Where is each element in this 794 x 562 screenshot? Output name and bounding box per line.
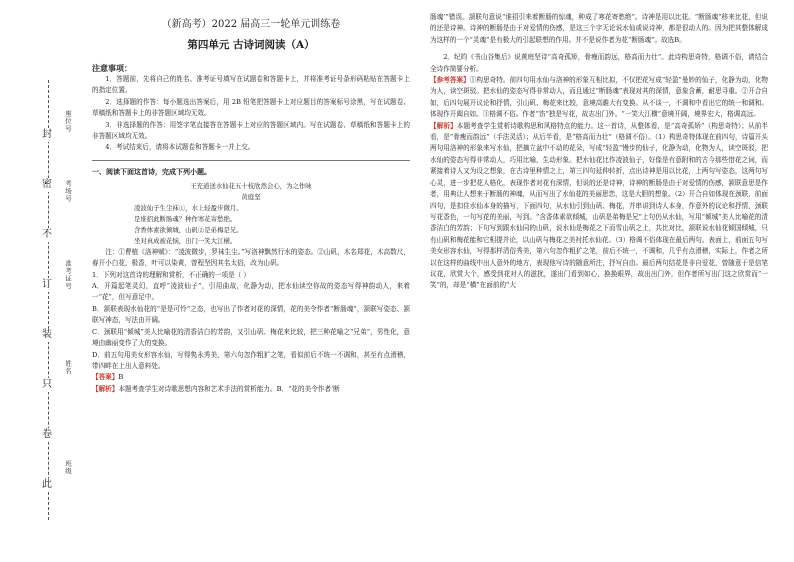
unit-title: 第四单元 古诗词阅读（A）	[187, 39, 315, 51]
question-2-stem: 2．纪昀《书山谷集后》说黄庭坚诗“高奇孤矫，骨瘦而韵远，格高而力壮”。此诗构思奇特，格调不俗，请结合全诗作简要分析。	[430, 53, 768, 73]
poem-line: 含香体素欲倾城，山矾②是弟梅是兄。	[134, 225, 243, 234]
admission-number-field: 准考证号	[64, 260, 72, 290]
option-d: D．前五句用美女形容水仙，写得隽永秀美，第六句忽作粗犷之笔，看似前后不统一不调和，甚至有点滑稽，带四畔在上出人意料处。	[92, 350, 410, 370]
answer-label: 【答案】	[92, 373, 119, 382]
seat-number-field: 座位号	[64, 110, 72, 133]
binding-strip	[12, 60, 82, 540]
notice-item: 1．答题前，先将自己的姓名、准考证号填写在试题卷和答题卡上，并将准考证号条形码粘贴在答题卡上的指定位置。	[92, 75, 410, 95]
answer-1	[92, 372, 410, 383]
seal-char: 卷	[42, 429, 52, 440]
left-column	[92, 18, 410, 548]
option-a: A．开篇起笔灵幻，直呼“凌波仙子”，引用曲故，化静为动，把水仙读空你故的姿态写得神韵动人，来着一“花”，但写意足中。	[92, 282, 410, 302]
notice-item: 3．非选择题的作答：用签字笔直接答在答题卡上对应的答题区域内。写在试题卷、草稿纸和答题卡上的非答题区域均无效。	[92, 120, 410, 141]
exam-title: （新高考）2022 届高三一轮单元训练卷	[161, 19, 341, 30]
analysis-text: 本题考查学生对诗歌思想内容和艺术手法的赏析能力。B．“花的美令作者‘断	[118, 384, 340, 393]
reference-answer-label: 【参考答案】	[430, 76, 470, 85]
seal-char: 密	[42, 179, 52, 190]
notice-heading: 注意事项：	[92, 63, 132, 73]
option-c: C．颈联用“倾城”美人比喻花的清香洁白的芳韵，又引山矾、梅花来比较，把三种花喻之“兄弟”，男性化，意境由幽丽变作了大的变换。	[92, 327, 410, 348]
question-1-stem: 1．下列对这首诗的理解和赏析，不正确的一项是（ ）	[92, 270, 250, 279]
analysis-label: 【解析】	[92, 384, 119, 393]
seal-line	[48, 80, 49, 520]
analysis-1-continued: 肠魂’”错误。颔联句意说“谁招引来着断肠的惊魂，种成了寒花寄愁绝”。诗神是用以比花。“断肠魂”移来比花，但说的还是诗神。诗神的断肠是由于对爱情的伤感，是这三个字无论说水仙或说诗神，都是很动人的。因为把其整体解成为这样的一个“灵魂”是有极大的引起联想的作用。并不是说作者为花“断肠魂”。故选B。	[430, 13, 768, 44]
notice-item: 2．选择题的作答：每小题选出答案后，用 2B 铅笔把答题卡上对应题目的答案标号涂黑，写在试题卷、草稿纸和答题卡上的非答题区域均无效。	[92, 97, 410, 118]
seal-char: 此	[42, 479, 52, 490]
analysis-2-text: 本题考查学生赏析诗歌构思和风格特点的能力。这一首诗，从整体看，是“高奇孤矫”（构思奇特）；从前半看，是“骨瘦而韵远”（手法灵活）；从后半看，是“格高而力壮”（格调不俗）。（1）构思奇特体现在前四句，诗篇开头两句用洛神的形象来写水仙，把摘立盆中不动的花朵，写成“轻盈”慢步的仙子，化静为动，化物为人，读空斑驳，把水仙的姿态写得非常动人，巧用比喻，生动形象。把水仙花比作凌波仙子，好像是有意附和的古今那些惜花之词，而紧接着诗人又为设之想象，在古诗里种情之上，第三四句延伸转折，点出诗神是用以比花，上两句写姿态，这两句写心灵，进一步把花人格化，表现作者对花有深情，但说的还是诗神，诗神的断肠是由于对爱情的伤感，颔联意思是作者，用典让人想来于断肠的神魂，从而写出了水仙花的美丽思恋，这是大胆的想象。（2）开合自如体现在颈联，前面四句，是扣住水仙本身的描写，下面四句，从水仙引到山矾、梅花，并串讲到诗人本身，作意外的议论和抒情，颈联写花香色，一句写花的美丽，写到。“含香体素欲倾城，山矾是弟梅是兄”上句仍从水仙，写用“倾城”美人比喻花的清香洁白的芳韵；下句写到跟水仙同的山矾，说水仙是梅花之下而雪山矾之上，共比对比，颔联说水仙花倾国倾城，只有山矾和梅花能和它相提并论，以山矾与梅花之美衬托水仙花。（3）格调不俗体现在最后两句。表面上，前面五句写美女形容水仙，写得那样清俗秀美，第六句忽作粗犷之笔，前后不统一，不调和，几乎有点滑稽，实际上，作者之所以在这样的曲线中出人意外的地方，表现他写诗的随意所注，抒写自由。最后两句结花是非自爱花，曾随意于是信笔议花，欣赏大个，感受到花对人的滋扰，遂出门看到如心，换换眼界，故出出门外，但作者所写出门这之欣赏而“一笑”的，却是“横”在面前的“大	[430, 121, 768, 290]
poem-line: 凌波仙子生尘袜①，水上轻盈步微月。	[134, 203, 243, 212]
divider	[92, 160, 410, 161]
poem-note: 注：①曹植《洛神赋》：“凌波微步，罗袜生尘。”写洛神飘然行水的姿态。②山矾，木名郑花，木高数尺，春开小白花，极香，叶可以染黄，曾程坚因其名太俗，改为山矾。	[92, 247, 410, 268]
answer-value: B	[118, 373, 124, 382]
exam-room-field: 考场号	[64, 180, 72, 203]
seal-char: 不	[42, 229, 52, 240]
poem-author: 黄庭坚	[241, 192, 261, 201]
poem-line: 坐对真成被花恼，出门一笑大江横。	[134, 236, 237, 245]
seal-char: 只	[42, 379, 52, 390]
analysis-1	[92, 384, 410, 395]
option-b: B．颔联表现水仙花的“是是可怜”之态，也写出了作者对花的深情，花的美令作者“断肠魂”，颔联写姿态、颔联写神态，写法由开阔。	[92, 304, 410, 325]
reference-answer-text: ①构思奇特。前四句用水仙与洛神的形象互相比拟，不仅把花写成“轻盈”曼妙的仙子，化静为动，化物为人，读空斑驳。把水仙的姿态写得非常动人，而且通过“断肠魂”表现对其的深情，意象含蓄，耐思寻重。②开合自如，后四句展开议论和抒情，引山矾、梅花来比较，意境高瞻大有变换。从不谈一，不调和中看出它的统一和调和。体现作开阖自如。③格调不俗。作者“饬”独是写花，故志出门外。“一笑大江横”意境开阔，境界宏大，格调高远。	[430, 76, 768, 119]
analysis-2	[430, 121, 768, 292]
analysis-2-label: 【解析】	[430, 121, 457, 130]
notice-item: 4．考试结束后，请将本试题卷和答题卡一并上交。	[105, 143, 255, 152]
poem-title: 王充道送水仙花五十枝欣然会心，为之作咏	[190, 181, 312, 190]
seal-char: 封	[42, 129, 52, 140]
poem-line: 是谁招此断肠魂？种作寒花寄愁绝。	[134, 214, 237, 223]
reference-answer	[430, 75, 768, 121]
class-field: 班级	[64, 460, 72, 475]
seal-char: 装	[42, 329, 52, 340]
seal-char: 订	[42, 279, 52, 290]
section-heading: 一、阅读下面这首诗，完成下列小题。	[92, 166, 211, 176]
name-field: 姓名	[64, 360, 72, 375]
right-column	[430, 12, 768, 552]
